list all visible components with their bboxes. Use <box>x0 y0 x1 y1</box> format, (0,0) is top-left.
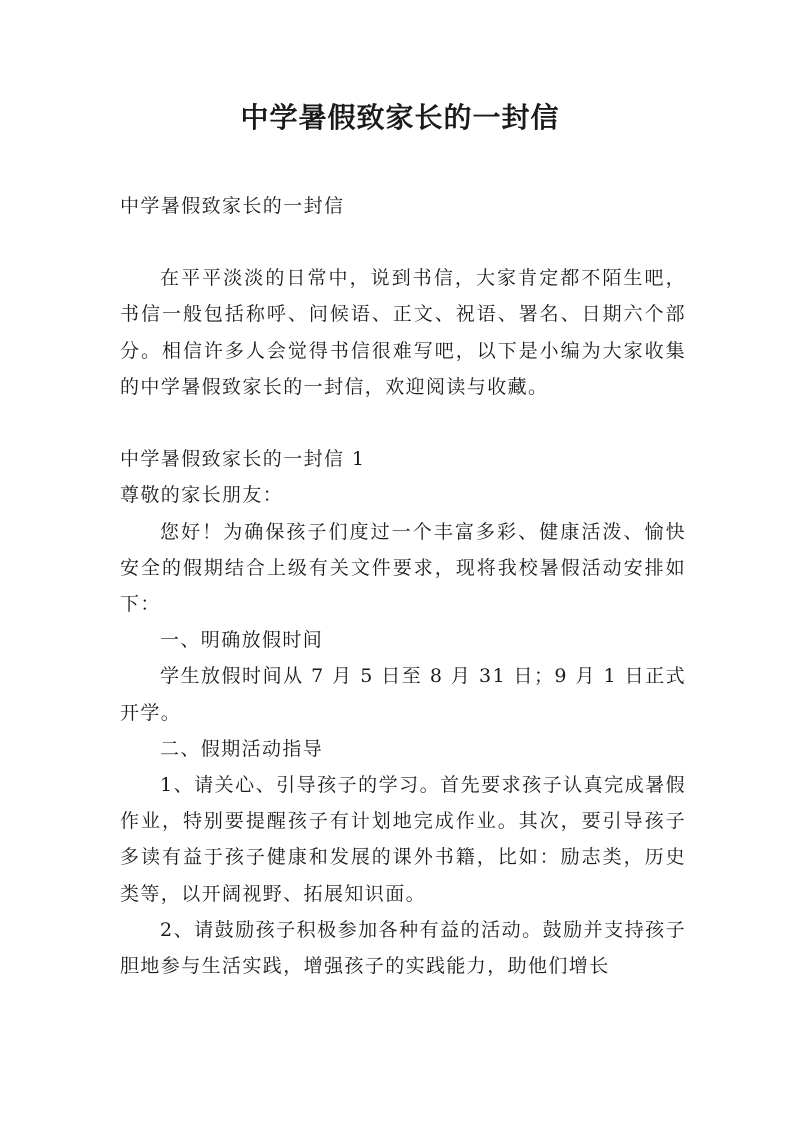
letter-salutation: 尊敬的家长朋友： <box>120 484 284 507</box>
letter-greeting: 您好！为确保孩子们度过一个丰富多彩、健康活泼、愉快安全的假期结合上级有关文件要求，现将我校暑假活动安排如下： <box>120 520 686 616</box>
document-body <box>120 188 686 984</box>
section-title-2: 二、假期活动指导 <box>160 737 324 760</box>
spacer <box>120 405 686 441</box>
document-subtitle: 中学暑假致家长的一封信 <box>120 195 345 217</box>
letter-heading: 中学暑假致家长的一封信 1 <box>120 448 366 471</box>
section-body-1: 学生放假时间从 7 月 5 日至 8 月 31 日；9 月 1 日正式开学。 <box>120 665 686 724</box>
list-item-2: 2、请鼓励孩子积极参加各种有益的活动。鼓励并支持孩子胆地参与生活实践，增强孩子的实践能力，助他们增长 <box>120 918 686 978</box>
document-title: 中学暑假致家长的一封信 <box>240 101 560 134</box>
section-title-1: 一、明确放假时间 <box>160 629 324 652</box>
list-item-1: 1、请关心、引导孩子的学习。首先要求孩子认真完成暑假作业，特别要提醒孩子有计划地完成作业。其次，要引导孩子多读有益于孩子健康和发展的课外书籍，比如：励志类，历史类等，以开阔视野、拓展知识面。 <box>120 774 686 905</box>
spacer <box>120 224 686 248</box>
intro-paragraph: 在平平淡淡的日常中，说到书信，大家肯定都不陌生吧，书信一般包括称呼、问候语、正文、祝语、署名、日期六个部分。相信许多人会觉得书信很难写吧，以下是小编为大家收集的中学暑假致家长的一封信，欢迎阅读与收藏。 <box>120 267 686 398</box>
